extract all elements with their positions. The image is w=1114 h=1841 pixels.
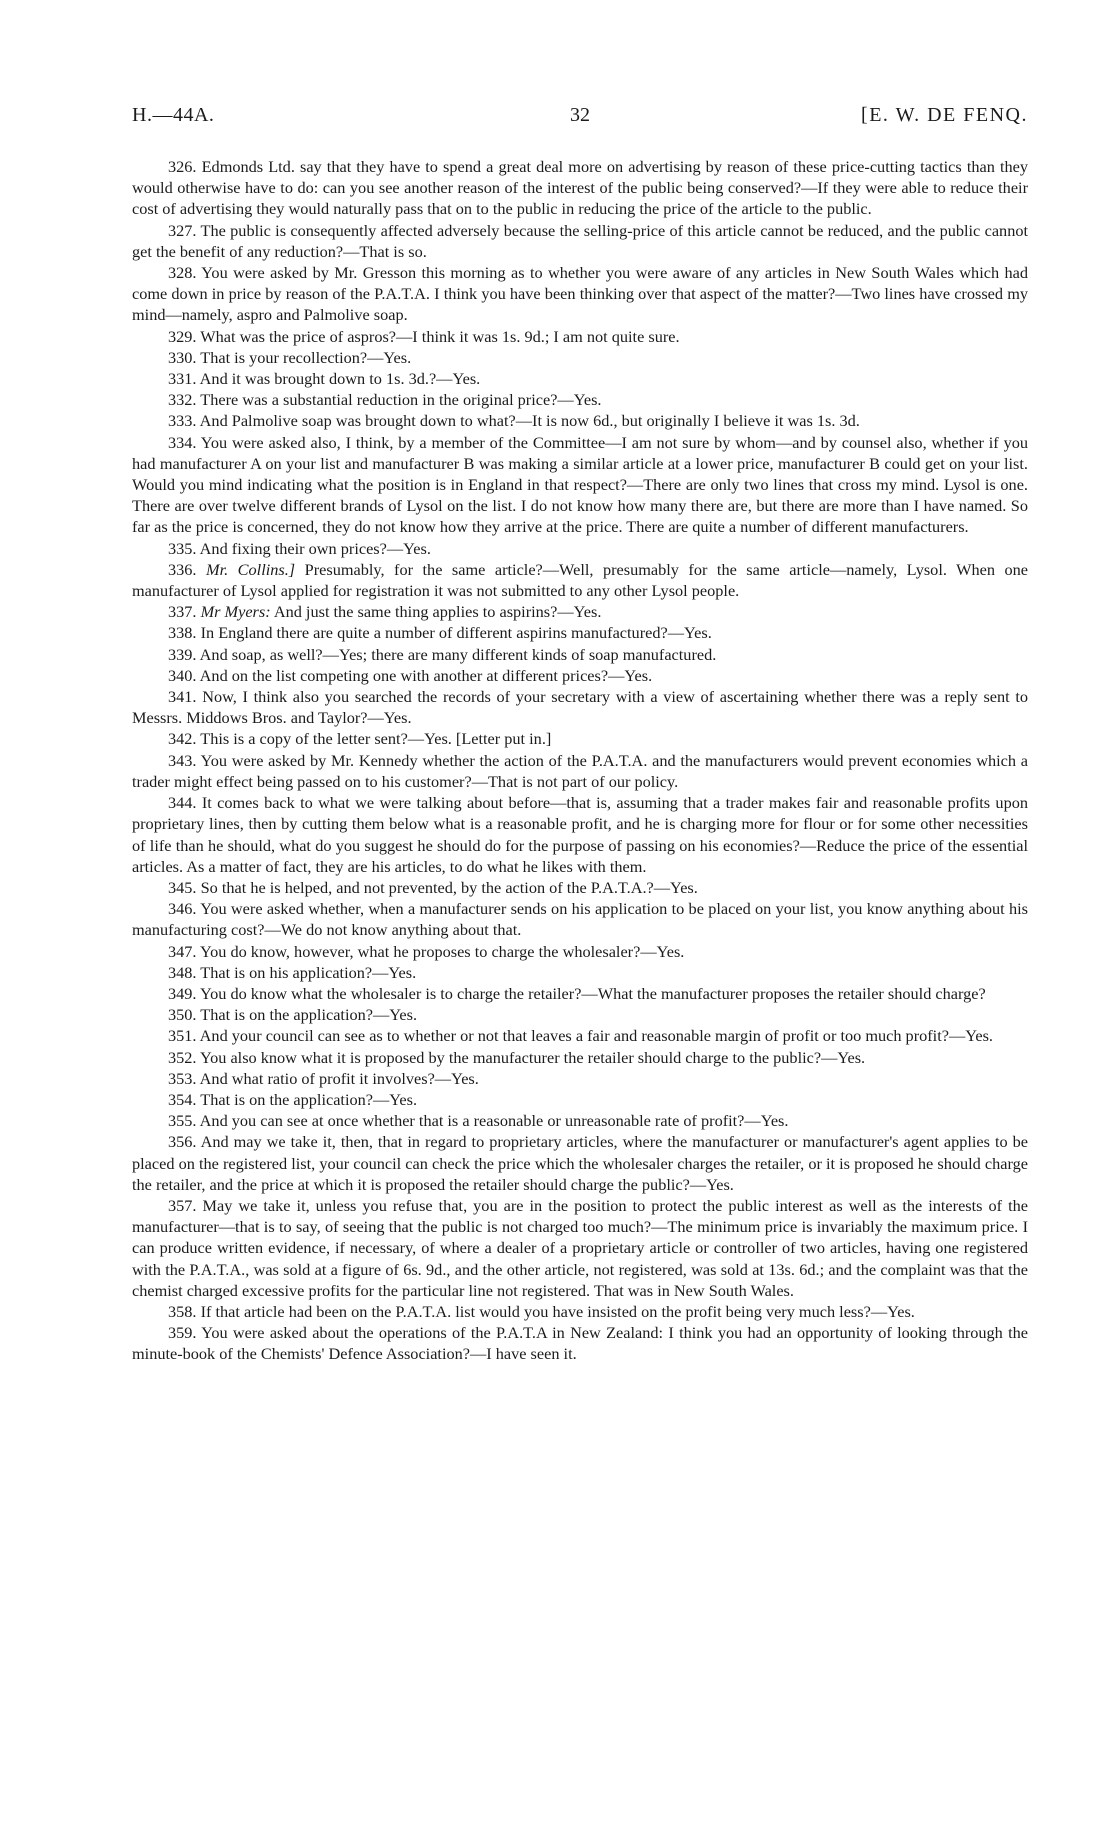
question-text: That is your recollection?—Yes. (200, 347, 412, 367)
question-number: 337. (168, 602, 197, 622)
question-paragraph (132, 410, 1028, 431)
question-number: 349. (168, 983, 197, 1003)
question-text: You do know, however, what he proposes to charge the wholesaler?—Yes. (199, 941, 685, 961)
question-paragraph (132, 538, 1028, 559)
question-number: 330. (168, 347, 197, 367)
question-text: There was a substantial reduction in the original price?—Yes. (200, 390, 602, 410)
question-number: 326. (168, 157, 197, 176)
speaker-name: Mr Myers: (200, 602, 271, 622)
question-text: You were asked whether, when a manufacturer sends on his application to be placed on your list, you know anything about his manufacturing cost?—We do not know anything about that. (132, 899, 1028, 940)
question-text: And may we take it, then, that in regard to proprietary articles, where the manufacturer or manufacturer's agent applies to be placed on the registered list, your council can check the price which the wholesaler charges the retailer, or it is proposed he should charge the retailer, and the price at which it is proposed the retailer should charge the public?—Yes. (132, 1132, 1028, 1194)
question-paragraph (132, 559, 1028, 601)
question-paragraph (132, 262, 1028, 326)
question-paragraph (132, 898, 1028, 940)
question-paragraph (132, 1110, 1028, 1131)
page-number: 32 (570, 104, 590, 126)
question-number: 344. (168, 793, 197, 813)
question-text: In England there are quite a number of different aspirins manufactured?—Yes. (200, 623, 712, 643)
question-paragraph (132, 622, 1028, 643)
question-paragraph (132, 962, 1028, 983)
question-text: You were asked about the operations of the P.A.T.A in New Zealand: I think you had an opportunity of looking through the minute-book of the Chemists' Defence Association?—I have seen it. (132, 1323, 1029, 1364)
question-paragraph (132, 601, 1028, 622)
question-number: 345. (168, 877, 197, 897)
question-paragraph (132, 1025, 1028, 1046)
question-number: 347. (168, 941, 197, 961)
question-text: You do know what the wholesaler is to charge the retailer?—What the manufacturer proposes the retailer should charge? (199, 983, 986, 1003)
question-text: You also know what it is proposed by the manufacturer the retailer should charge to the public?—Yes. (199, 1047, 866, 1067)
question-text: And it was brought down to 1s. 3d.?—Yes. (199, 369, 481, 389)
question-number: 329. (168, 326, 197, 346)
question-paragraph (132, 1195, 1028, 1301)
question-text: And soap, as well?—Yes; there are many different kinds of soap manufactured. (199, 644, 717, 664)
question-number: 332. (168, 390, 197, 410)
question-paragraph (132, 347, 1028, 368)
question-paragraph (132, 326, 1028, 347)
question-paragraph (132, 432, 1028, 538)
question-number: 358. (168, 1301, 197, 1321)
question-paragraph (132, 665, 1028, 686)
question-text: If that article had been on the P.A.T.A. list would you have insisted on the profit being very much less?—Yes. (200, 1301, 915, 1321)
question-text: You were asked also, I think, by a member of the Committee—I am not sure by whom—and by counsel also, whether if you had manufacturer A on your list and manufacturer B was making a similar article at a lower price, manufacturer B could get on your list. Would you mind indicating what the position is in England in that respect?—There are only two lines that cross my mind. Lysol is one. There are over twelve different brands of Lysol on the list. I do not know how many there are, but there are more than I have named. So far as the price is concerned, they do not know how they arrive at the price. There are quite a number of different manufacturers. (132, 432, 1029, 537)
question-paragraph (132, 877, 1028, 898)
question-text: And your council can see as to whether or not that leaves a fair and reasonable margin of profit or too much profit?—Yes. (199, 1026, 994, 1046)
question-number: 340. (168, 665, 197, 685)
question-paragraph (132, 156, 1028, 220)
question-text: And what ratio of profit it involves?—Yes. (199, 1068, 479, 1088)
page-header (132, 104, 1028, 132)
question-paragraph (132, 1322, 1028, 1364)
question-text: That is on the application?—Yes. (200, 1089, 418, 1109)
question-number: 357. (168, 1195, 197, 1215)
question-text: And Palmolive soap was brought down to what?—It is now 6d., but originally I believe it was 1s. 3d. (199, 411, 860, 431)
question-number: 348. (168, 962, 197, 982)
question-text: That is on the application?—Yes. (200, 1005, 418, 1025)
question-number: 341. (168, 687, 197, 707)
question-paragraph (132, 644, 1028, 665)
question-paragraph (132, 792, 1028, 877)
question-paragraph (132, 368, 1028, 389)
question-paragraph (132, 728, 1028, 749)
question-paragraph (132, 1047, 1028, 1068)
witness-name: [E. W. DE FENQ. (861, 104, 1028, 126)
question-number: 331. (168, 369, 197, 389)
question-number: 328. (168, 263, 197, 283)
question-paragraph (132, 1004, 1028, 1025)
question-number: 327. (168, 220, 197, 240)
question-number: 351. (168, 1026, 197, 1046)
question-paragraph (132, 750, 1028, 792)
question-paragraph (132, 1068, 1028, 1089)
question-text: What was the price of aspros?—I think it was 1s. 9d.; I am not quite sure. (200, 326, 680, 346)
question-text: This is a copy of the letter sent?—Yes. [Letter put in.] (200, 729, 552, 749)
question-text: That is on his application?—Yes. (200, 962, 417, 982)
question-text: You were asked by Mr. Gresson this morning as to whether you were aware of any articles in New South Wales which had come down in price by reason of the P.A.T.A. I think you have been thinking over that aspect of the matter?—Two lines have crossed my mind—namely, aspro and Palmolive soap. (132, 263, 1028, 325)
document-reference: H.—44A. (132, 104, 215, 126)
question-number: 356. (168, 1132, 197, 1152)
question-paragraph (132, 220, 1028, 262)
speaker-name: Mr. Collins.] (206, 559, 296, 579)
document-body (132, 156, 1028, 1365)
question-number: 353. (168, 1068, 197, 1088)
question-number: 339. (168, 644, 197, 664)
question-text: Edmonds Ltd. say that they have to spend a great deal more on advertising by reason of these price-cutting tactics than they would otherwise have to do: can you see another reason of the interest of the public being conserved?—If they were able to reduce their cost of advertising they would naturally pass that on to the public in reducing the price of the article to the public. (132, 157, 1028, 219)
question-number: 346. (168, 899, 197, 919)
question-number: 335. (168, 538, 197, 558)
question-paragraph (132, 1131, 1028, 1195)
question-number: 352. (168, 1047, 197, 1067)
question-number: 359. (168, 1323, 197, 1343)
question-text: And on the list competing one with another at different prices?—Yes. (199, 665, 653, 685)
question-number: 338. (168, 623, 197, 643)
question-text: And just the same thing applies to aspirins?—Yes. (273, 602, 602, 622)
question-text: May we take it, unless you refuse that, you are in the position to protect the public interest as well as the interests of the manufacturer—that is to say, of seeing that the public is not charged too much?—The minimum price is invariably the maximum price. I can produce written evidence, if necessary, of where a dealer of a proprietary article or controller of two articles, having one registered with the P.A.T.A., was sold at a figure of 6s. 9d., and the other article, not registered, was sold at 13s. 6d.; and the complaint was that the chemist charged excessive profits for the particular line not registered. That was in New South Wales. (132, 1195, 1028, 1300)
question-paragraph (132, 1301, 1028, 1322)
question-paragraph (132, 1089, 1028, 1110)
question-text: You were asked by Mr. Kennedy whether the action of the P.A.T.A. and the manufacturers would prevent economies which a trader might effect being passed on to his customer?—That is not part of our policy. (132, 750, 1028, 791)
question-number: 336. (168, 559, 197, 579)
question-text: So that he is helped, and not prevented, by the action of the P.A.T.A.?—Yes. (200, 877, 698, 897)
question-paragraph (132, 389, 1028, 410)
question-text: And fixing their own prices?—Yes. (199, 538, 431, 558)
question-paragraph (132, 983, 1028, 1004)
question-number: 342. (168, 729, 197, 749)
question-paragraph (132, 941, 1028, 962)
question-number: 354. (168, 1089, 197, 1109)
question-text: And you can see at once whether that is a reasonable or unreasonable rate of profit?—Yes. (199, 1111, 789, 1131)
question-text: Now, I think also you searched the records of your secretary with a view of ascertaining whether there was a reply sent to Messrs. Middows Bros. and Taylor?—Yes. (132, 687, 1029, 728)
question-number: 343. (168, 750, 197, 770)
question-number: 350. (168, 1005, 197, 1025)
question-text: Presumably, for the same article?—Well, presumably for the same article—namely, Lysol. When one manufacturer of Lysol applied for registration it was not submitted to any other Lysol people. (132, 559, 1029, 601)
question-number: 355. (168, 1111, 197, 1131)
question-paragraph (132, 686, 1028, 728)
question-text: The public is consequently affected adversely because the selling-price of this article cannot be reduced, and the public cannot get the benefit of any reduction?—That is so. (132, 220, 1028, 261)
question-number: 333. (168, 411, 197, 431)
question-text: It comes back to what we were talking about before—that is, assuming that a trader makes fair and reasonable profits upon proprietary lines, then by cutting them below what is a reasonable profit, and he is charging more for flour or for some other necessities of life than he should, what do you suggest he should do for the purpose of passing on his economies?—Reduce the price of the essential articles. As a matter of fact, they are his articles, to do what he likes with them. (132, 793, 1028, 876)
question-number: 334. (168, 432, 197, 452)
